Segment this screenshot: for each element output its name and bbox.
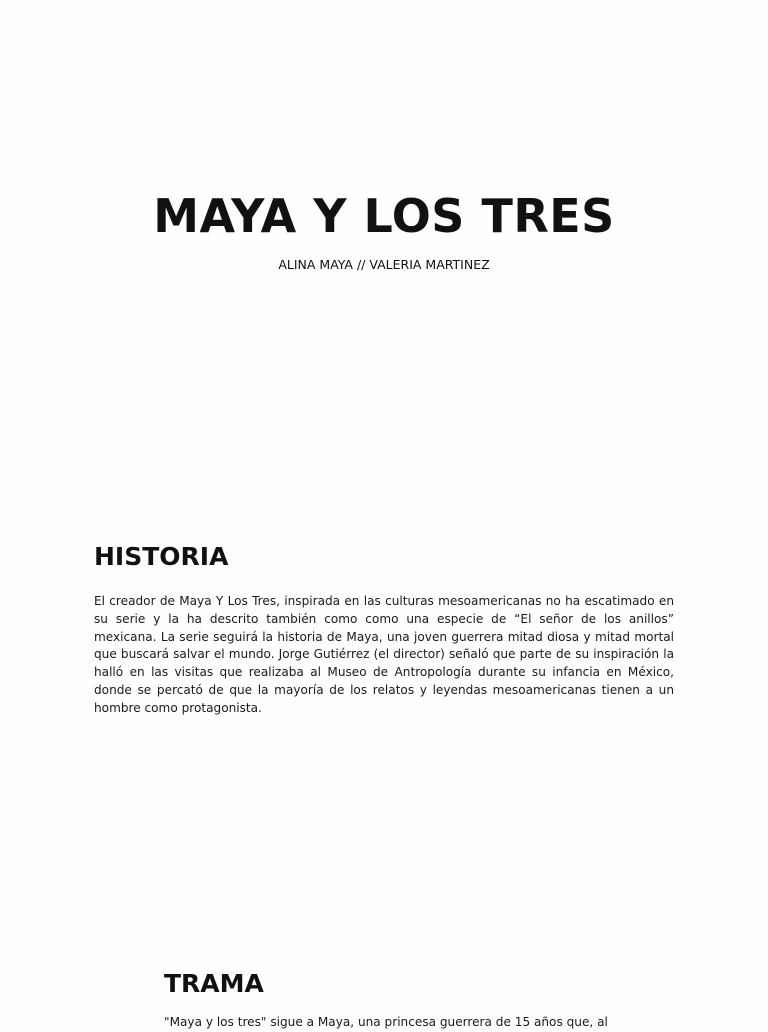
- trama-paragraph: "Maya y los tres" sigue a Maya, una princesa guerrera de 15 años que, al: [164, 1015, 608, 1029]
- historia-heading: HISTORIA: [94, 542, 229, 571]
- authors-line: ALINA MAYA // VALERIA MARTINEZ: [278, 257, 490, 272]
- trama-heading: TRAMA: [164, 969, 264, 998]
- page-title: MAYA Y LOS TRES: [153, 189, 615, 243]
- historia-paragraph: El creador de Maya Y Los Tres, inspirada en las culturas mesoamericanas no ha escatimado en su serie y la ha descrito también como como una especie de “El señor de los anillos” mexicana. La serie seguirá la historia de Maya, una joven guerrera mitad diosa y mitad mortal que buscará salvar el mundo. Jorge Gutiérrez (el director) señaló que parte de su inspiración la halló en las visitas que realizaba al Museo de Antropología durante su infancia en México, donde se percató de que la mayoría de los relatos y leyendas mesoamericanas tienen a un hombre como protagonista.: [94, 594, 674, 715]
